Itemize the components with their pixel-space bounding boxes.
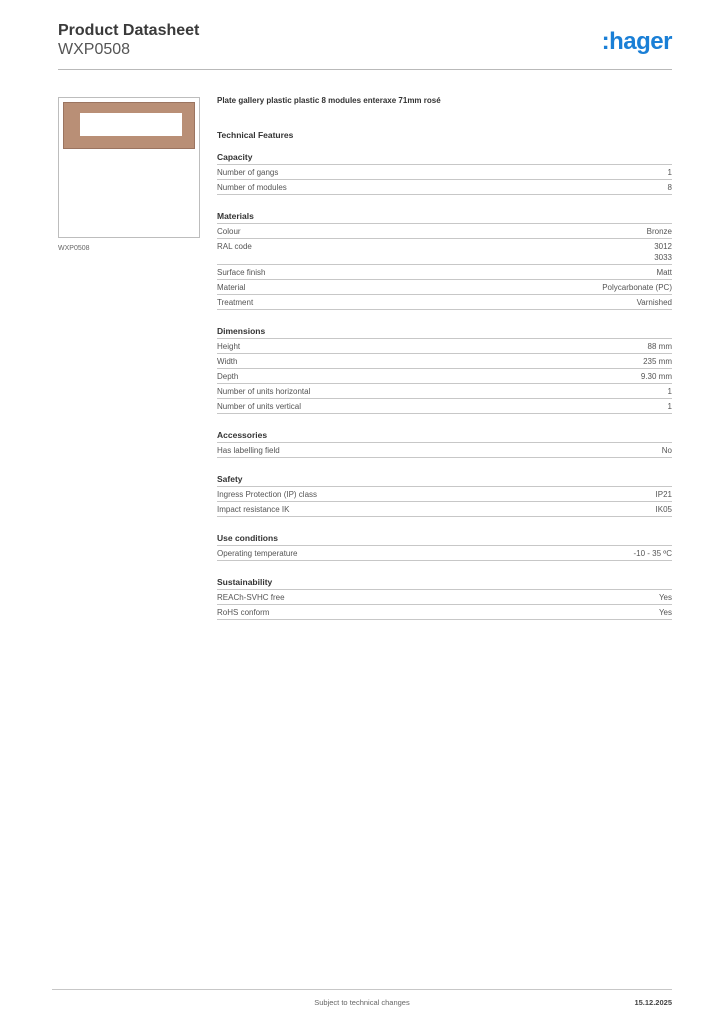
spec-label: RAL code [217, 242, 252, 251]
spec-row [217, 280, 672, 295]
spec-row [217, 487, 672, 502]
technical-features-heading: Technical Features [217, 130, 294, 140]
spec-value [602, 282, 672, 293]
spec-value [656, 489, 672, 500]
footer-note: Subject to technical changes [314, 998, 410, 1007]
spec-value-line: Varnished [636, 298, 672, 307]
spec-value-line: IK05 [655, 505, 672, 514]
section-title: Sustainability [217, 577, 672, 590]
spec-row [217, 443, 672, 458]
spec-label: Number of gangs [217, 168, 279, 177]
spec-row [217, 399, 672, 414]
spec-value-line: Yes [658, 593, 672, 602]
spec-row [217, 354, 672, 369]
spec-value-line: 3012 [654, 242, 672, 251]
spec-value [637, 297, 672, 308]
spec-row [217, 590, 672, 605]
spec-value-line: 235 mm [643, 357, 672, 366]
product-image [58, 97, 200, 238]
spec-row [217, 295, 672, 310]
spec-label: Material [217, 283, 246, 292]
plate-image [63, 102, 195, 149]
spec-value [668, 386, 672, 397]
spec-value [641, 371, 672, 382]
spec-value-line: IP21 [655, 490, 672, 499]
spec-value [668, 167, 672, 178]
spec-value [656, 267, 672, 278]
section-title: Use conditions [217, 533, 672, 546]
spec-section [217, 211, 672, 310]
spec-value [659, 592, 672, 603]
spec-section [217, 326, 672, 414]
spec-sections [217, 152, 672, 620]
spec-label: Depth [217, 372, 239, 381]
footer-divider [52, 989, 672, 990]
spec-section [217, 577, 672, 620]
spec-row [217, 339, 672, 354]
document-title: Product Datasheet [58, 22, 200, 39]
spec-section [217, 474, 672, 517]
spec-label: Operating temperature [217, 549, 298, 558]
spec-value-line: Polycarbonate (PC) [602, 283, 672, 292]
spec-row [217, 369, 672, 384]
spec-value [659, 607, 672, 618]
spec-row [217, 239, 672, 265]
spec-section [217, 152, 672, 195]
spec-section [217, 533, 672, 561]
spec-value [656, 504, 672, 515]
spec-row [217, 224, 672, 239]
spec-label: Impact resistance IK [217, 505, 290, 514]
spec-label: RoHS conform [217, 608, 270, 617]
spec-value-line: -10 - 35 ºC [633, 549, 672, 558]
footer-date: 15.12.2025 [634, 998, 672, 1007]
spec-label: Surface finish [217, 268, 266, 277]
spec-value [668, 182, 672, 193]
spec-value-line: 9.30 mm [640, 372, 672, 381]
spec-label: Treatment [217, 298, 254, 307]
section-title: Capacity [217, 152, 672, 165]
spec-label: Colour [217, 227, 241, 236]
spec-value-line: 1 [667, 402, 672, 411]
spec-value [668, 401, 672, 412]
spec-label: Height [217, 342, 241, 351]
hager-logo: :hager [601, 28, 672, 55]
spec-value-line: 1 [667, 168, 672, 177]
spec-value [662, 445, 672, 456]
spec-value-line: 88 mm [647, 342, 672, 351]
spec-row [217, 165, 672, 180]
image-caption: WXP0508 [58, 245, 90, 252]
header-divider [58, 69, 672, 70]
section-title: Safety [217, 474, 672, 487]
spec-value [648, 341, 672, 352]
section-title: Dimensions [217, 326, 672, 339]
spec-value [643, 356, 672, 367]
spec-label: Width [217, 357, 238, 366]
product-code: WXP0508 [58, 41, 131, 58]
spec-row [217, 546, 672, 561]
spec-section [217, 430, 672, 458]
page-header [58, 22, 672, 70]
spec-value-line: No [661, 446, 672, 455]
spec-row [217, 180, 672, 195]
spec-value [634, 548, 673, 559]
spec-label: Has labelling field [217, 446, 280, 455]
spec-value-line: 3033 [654, 253, 672, 262]
spec-row [217, 502, 672, 517]
spec-row [217, 265, 672, 280]
spec-label: REACh-SVHC free [217, 593, 285, 602]
spec-value-line: Yes [658, 608, 672, 617]
spec-value-line: 1 [667, 387, 672, 396]
plate-opening [80, 113, 182, 136]
spec-value [654, 241, 672, 263]
product-description: Plate gallery plastic plastic 8 modules enteraxe 71mm rosé [217, 96, 441, 105]
spec-content [217, 96, 672, 620]
spec-label: Ingress Protection (IP) class [217, 490, 318, 499]
spec-label: Number of modules [217, 183, 287, 192]
spec-row [217, 605, 672, 620]
spec-value-line: 8 [667, 183, 672, 192]
spec-value [647, 226, 672, 237]
section-title: Accessories [217, 430, 672, 443]
spec-row [217, 384, 672, 399]
spec-label: Number of units horizontal [217, 387, 311, 396]
section-title: Materials [217, 211, 672, 224]
spec-value-line: Bronze [646, 227, 672, 236]
spec-value-line: Matt [656, 268, 672, 277]
spec-label: Number of units vertical [217, 402, 302, 411]
